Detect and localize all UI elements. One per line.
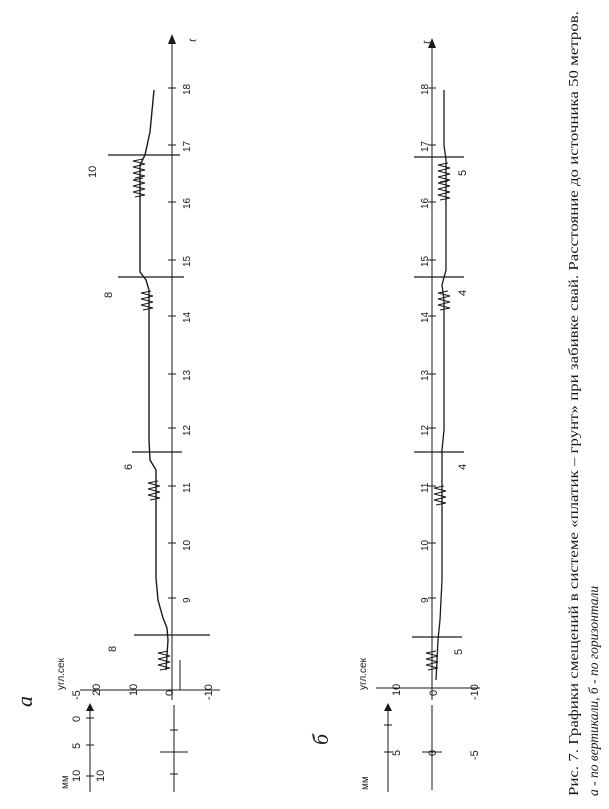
panel-a-unit-mm: мм — [60, 775, 71, 789]
panel-a-mm-scale — [60, 690, 188, 792]
panel-b-time-tick: 15 — [420, 255, 431, 267]
panel-a-angle-tick: 0 — [164, 689, 176, 696]
panel-b-time-tick: 12 — [420, 424, 431, 436]
panel-b-time-axis — [419, 38, 436, 700]
panel-a-mm-tick: 10 — [71, 769, 83, 782]
panel-b-angle-scale — [358, 657, 481, 700]
panel-b-blow-label: 4 — [457, 289, 469, 296]
panel-a-time-tick: 9 — [182, 597, 193, 603]
panel-a-label: а — [12, 696, 37, 707]
panel-b-time-tick: 14 — [420, 311, 431, 323]
panel-a-blow-label: 8 — [103, 291, 115, 298]
panel-a-angle-tick: 10 — [128, 683, 140, 696]
panel-a-mm-tick: -5 — [71, 690, 83, 700]
panel-b-angle-tick: 10 — [391, 683, 403, 696]
panel-a-time-tick: 12 — [182, 424, 193, 436]
panel-b-axis-t: t — [419, 40, 433, 44]
panel-b-time-tick: 10 — [420, 539, 431, 551]
panel-b-label: б — [308, 733, 333, 745]
panel-b-mm-scale — [360, 703, 481, 792]
panel-b-time-tick: 11 — [420, 482, 431, 493]
panel-b-time-tick: 18 — [420, 83, 431, 95]
panel-b-angle-tick: -10 — [469, 684, 481, 700]
panel-a — [12, 34, 220, 792]
panel-a-time-tick: 14 — [182, 311, 193, 323]
panel-a-mm-tick: 0 — [71, 715, 83, 722]
panel-b-time-tick: 16 — [420, 197, 431, 209]
panel-a-time-tick: 17 — [182, 140, 193, 152]
panel-b-time-tick: 9 — [420, 597, 431, 603]
panel-b-blow-label: 5 — [457, 169, 469, 176]
panel-b-mm-tick: 5 — [391, 749, 403, 756]
panel-a-time-tick: 18 — [182, 83, 193, 95]
panel-b-blow-markers — [412, 157, 469, 655]
panel-a-blow-label: 6 — [123, 463, 135, 470]
panel-b-time-tick: 13 — [420, 369, 431, 381]
panel-a-mm-tick: 5 — [71, 742, 83, 749]
panel-b-mm-tick: 0 — [427, 749, 439, 756]
panel-b-mm-tick: -5 — [469, 750, 481, 760]
panel-a-trace — [133, 90, 170, 670]
panel-b-unit-mm: мм — [360, 776, 371, 790]
panel-a-mm-tick: 10 — [95, 769, 107, 782]
panel-a-time-tick: 11 — [182, 482, 193, 493]
panel-a-time-axis — [168, 34, 199, 700]
panel-a-unit-angle: угл.сек — [56, 658, 67, 690]
panel-a-blow-label: 8 — [107, 645, 119, 652]
panel-b-angle-tick: 0 — [428, 689, 440, 696]
panel-a-time-tick: 13 — [182, 369, 193, 381]
panel-a-angle-tick: -10 — [203, 684, 215, 700]
panel-a-angle-tick: 20 — [91, 683, 103, 696]
caption — [566, 11, 601, 796]
panel-a-axis-t: t — [185, 38, 199, 42]
panel-a-time-tick: 15 — [182, 255, 193, 267]
panel-a-time-tick: 10 — [182, 539, 193, 551]
panel-b-time-tick: 17 — [420, 140, 431, 152]
panel-a-blow-label: 10 — [87, 165, 99, 178]
caption-line-2: а - по вертикали, б - по горизонтали — [586, 585, 601, 796]
panel-b-blow-label: 4 — [457, 463, 469, 470]
panel-b-trace — [426, 90, 450, 680]
panel-a-time-tick: 16 — [182, 197, 193, 209]
panel-b-unit-angle: угл.сек — [358, 658, 369, 690]
panel-b — [308, 38, 481, 792]
caption-line-1: Рис. 7. Графики смещений в системе «платик – грунт» при забивке свай. Расстояние до источника 50 метров. — [566, 167, 581, 796]
panel-b-blow-label: 5 — [453, 648, 465, 655]
